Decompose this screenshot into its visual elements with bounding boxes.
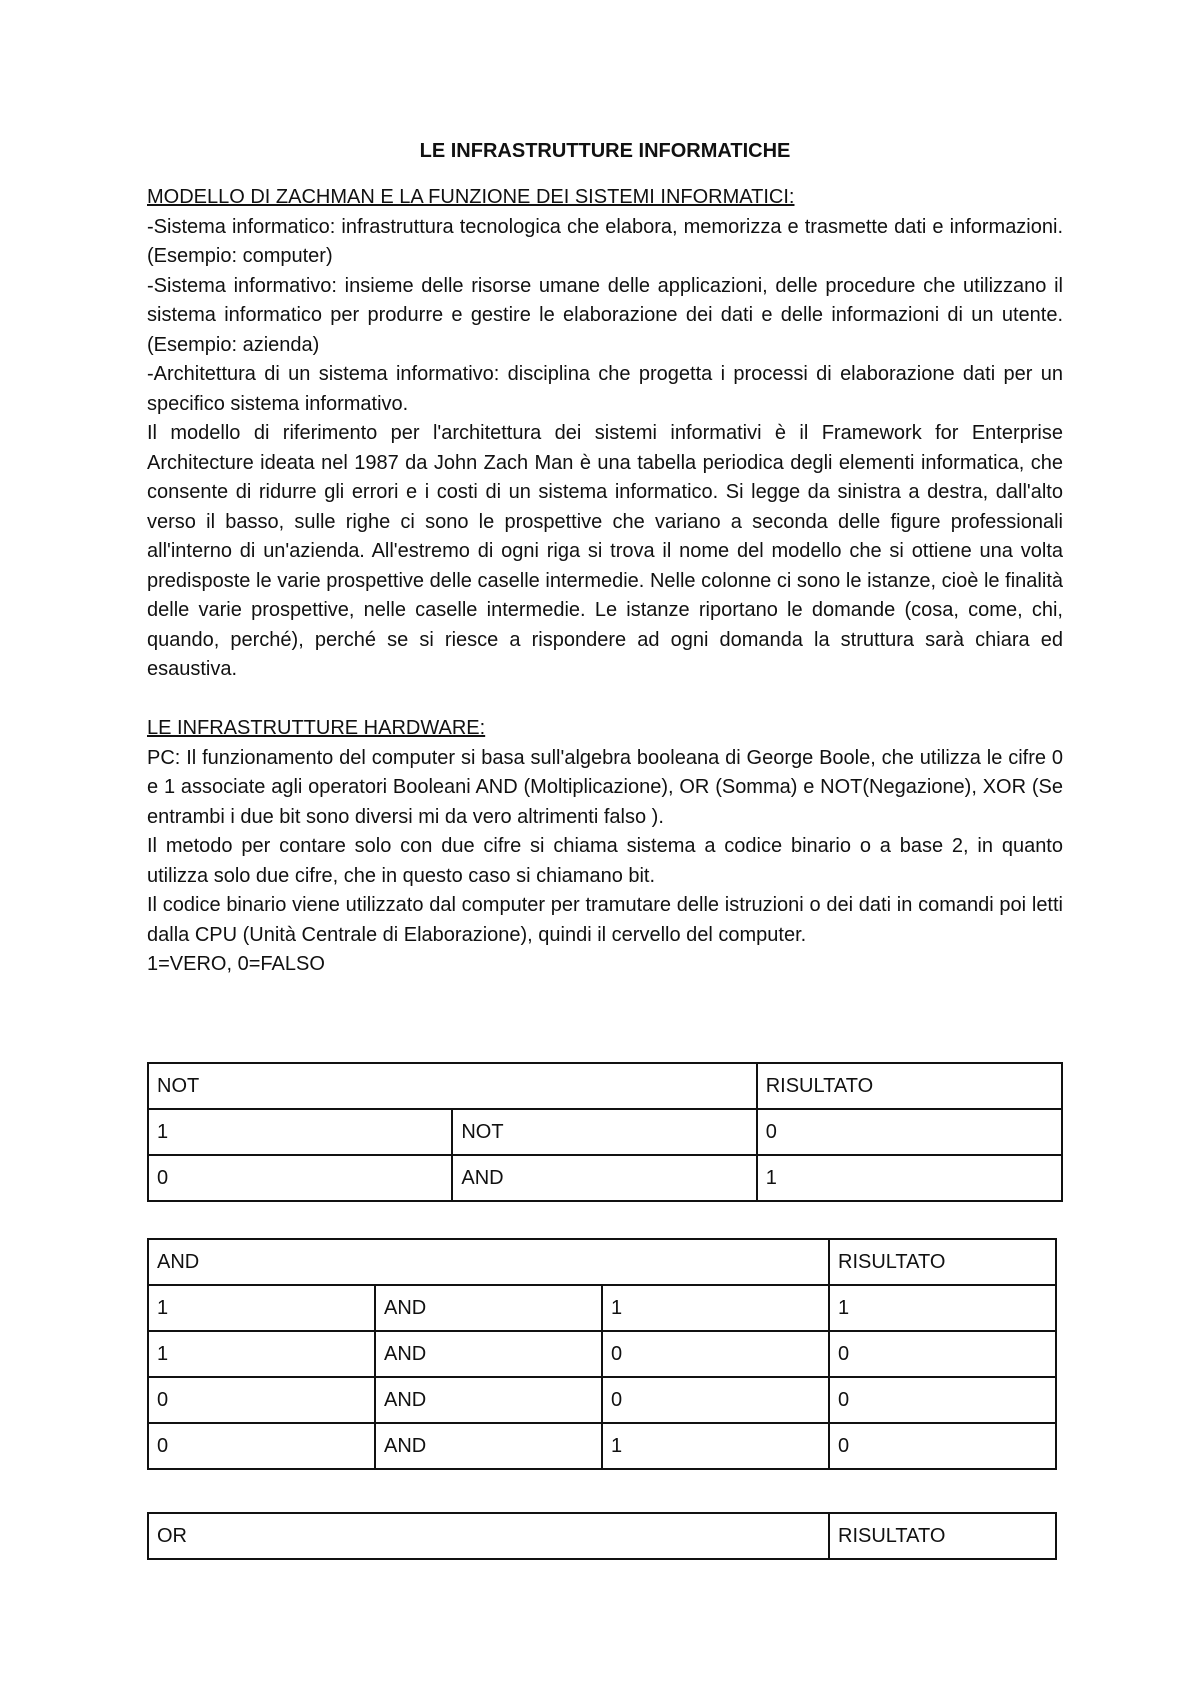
table-cell: 0 — [757, 1109, 1062, 1155]
table-cell: 0 — [602, 1377, 829, 1423]
section-heading-hardware: LE INFRASTRUTTURE HARDWARE: — [147, 717, 486, 739]
table-cell: AND — [375, 1331, 602, 1377]
table-row — [148, 1423, 1056, 1469]
table-cell: 1 — [829, 1285, 1056, 1331]
table-cell: 0 — [148, 1155, 452, 1201]
table-cell: 1 — [148, 1331, 375, 1377]
table-cell: AND — [375, 1377, 602, 1423]
document-title: LE INFRASTRUTTURE INFORMATICHE — [419, 140, 791, 162]
table-cell: AND — [148, 1239, 829, 1285]
table-cell: OR — [148, 1513, 829, 1559]
table-header-row — [148, 1513, 1056, 1559]
table-cell: NOT — [148, 1063, 757, 1109]
table-cell: 1 — [148, 1109, 452, 1155]
table-header-row — [148, 1063, 1062, 1109]
table-cell: 0 — [829, 1331, 1056, 1377]
paragraph: Il metodo per contare solo con due cifre si chiama sistema a codice binario o a base 2, in quanto utilizza solo due cifre, che in questo caso si chiamano bit. — [147, 835, 1063, 887]
table-cell: 0 — [829, 1423, 1056, 1469]
paragraph: -Sistema informatico: infrastruttura tecnologica che elabora, memorizza e trasmette dati e informazioni. (Esempio: computer) — [147, 215, 1063, 267]
paragraph: -Sistema informativo: insieme delle risorse umane delle applicazioni, delle procedure che utilizzano il sistema informatico per produrre e gestire le elaborazione dei dati e delle informazioni di un utente. (Esempio: azienda) — [147, 274, 1063, 356]
paragraph: Il codice binario viene utilizzato dal computer per tramutare delle istruzioni o dei dati in comandi poi letti dalla CPU (Unità Centrale di Elaborazione), quindi il cervello del computer. — [147, 894, 1063, 946]
table-cell: AND — [375, 1285, 602, 1331]
table-row — [148, 1285, 1056, 1331]
table-cell: RISULTATO — [829, 1513, 1056, 1559]
table-cell: 0 — [148, 1377, 375, 1423]
document-page — [147, 140, 1063, 980]
paragraph: Il modello di riferimento per l'architettura dei sistemi informativi è il Framework for Enterprise Architecture ideata nel 1987 da John Zach Man è una tabella periodica degli elementi informatica, che consente di ridurre gli errori e i costi di un sistema informatico. Si legge da sinistra a destra, dall'alto verso il basso, sulle righe ci sono le prospettive che variano a seconda delle figure professionali all'interno di un'azienda. All'estremo di ogni riga si trova il nome del modello che si ottiene una volta predisposte le varie prospettive delle caselle intermedie. Nelle colonne ci sono le istanze, cioè le finalità delle varie prospettive, nelle caselle intermedie. Le istanze riportano le domande (cosa, come, chi, quando, perché), perché se si riesce a rispondere ad ogni domanda la struttura sarà chiara ed esaustiva. — [147, 422, 1063, 680]
table-cell: AND — [452, 1155, 756, 1201]
table-row — [148, 1377, 1056, 1423]
table-row — [148, 1109, 1062, 1155]
paragraph: -Architettura di un sistema informativo: disciplina che progetta i processi di elaborazione dati per un specifico sistema informativo. — [147, 363, 1063, 415]
table-cell: AND — [375, 1423, 602, 1469]
paragraph: PC: Il funzionamento del computer si basa sull'algebra booleana di George Boole, che utilizza le cifre 0 e 1 associate agli operatori Booleani AND (Moltiplicazione), OR (Somma) e NOT(Negazione), XOR (Se entrambi i due bit sono diversi mi da vero altrimenti falso ). — [147, 746, 1063, 828]
table-cell: NOT — [452, 1109, 756, 1155]
table-cell: 1 — [148, 1285, 375, 1331]
table-cell: 1 — [602, 1423, 829, 1469]
table-cell: 0 — [829, 1377, 1056, 1423]
paragraph: 1=VERO, 0=FALSO — [147, 953, 325, 975]
section-heading-zachman: MODELLO DI ZACHMAN E LA FUNZIONE DEI SISTEMI INFORMATICI: — [147, 186, 795, 208]
or-truth-table — [147, 1512, 1057, 1560]
table-cell: 0 — [148, 1423, 375, 1469]
table-row — [148, 1155, 1062, 1201]
table-cell: 1 — [757, 1155, 1062, 1201]
table-row — [148, 1331, 1056, 1377]
table-cell: RISULTATO — [757, 1063, 1062, 1109]
table-cell: 1 — [602, 1285, 829, 1331]
table-cell: RISULTATO — [829, 1239, 1056, 1285]
table-cell: 0 — [602, 1331, 829, 1377]
and-truth-table — [147, 1238, 1057, 1470]
table-header-row — [148, 1239, 1056, 1285]
not-truth-table — [147, 1062, 1063, 1202]
